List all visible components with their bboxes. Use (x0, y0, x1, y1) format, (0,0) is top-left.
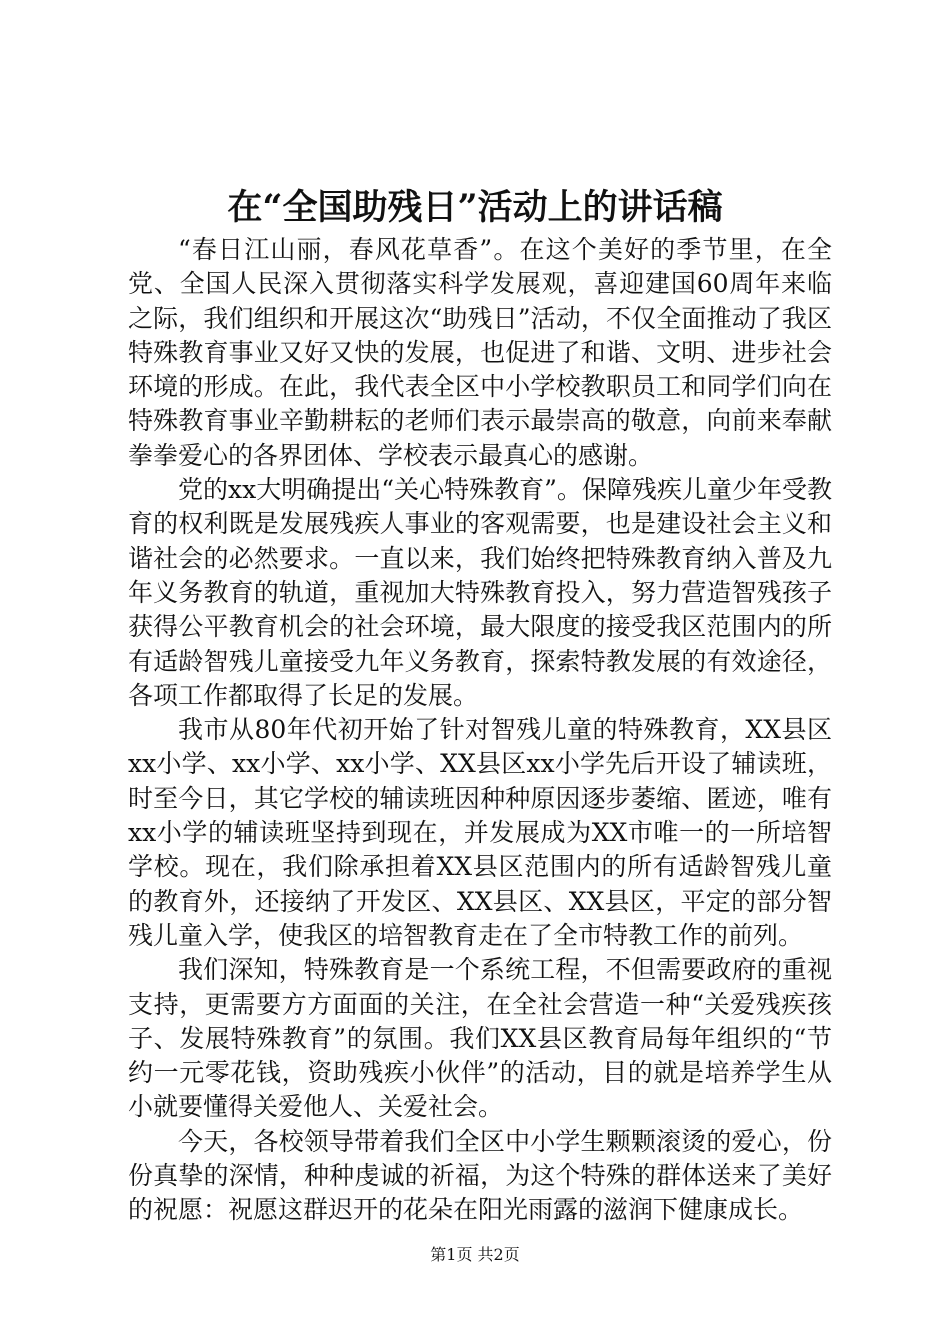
body-paragraph: “春日江山丽，春风花草香”。在这个美好的季节里，在全党、全国人民深入贯彻落实科学发展观，喜迎建国60周年来临之际，我们组织和开展这次“助残日”活动，不仅全面推动了我区特殊教育事业又好又快的发展，也促进了和谐、文明、进步社会环境的形成。在此，我代表全区中小学校教职员工和同学们向在特殊教育事业辛勤耕耘的老师们表示最崇高的敬意，向前来奉献拳拳爱心的各界团体、学校表示最真心的感谢。 (128, 235, 832, 470)
page-number-footer: 第1页 共2页 (430, 1245, 520, 1264)
body-paragraph: 我们深知，特殊教育是一个系统工程，不但需要政府的重视支持，更需要方方面面的关注，在全社会营造一种“关爱残疾孩子、发展特殊教育”的氛围。我们XX县区教育局每年组织的“节约一元零花钱，资助残疾小伙伴”的活动，目的就是培养学生从小就要懂得关爱他人、关爱社会。 (128, 955, 832, 1122)
body-paragraph: 我市从80年代初开始了针对智残儿童的特殊教育，XX县区xx小学、xx小学、xx小学、XX县区xx小学先后开设了辅读班，时至今日，其它学校的辅读班因种种原因逐步萎缩、匿迹，唯有xx小学的辅读班坚持到现在，并发展成为XX市唯一的一所培智学校。现在，我们除承担着XX县区范围内的所有适龄智残儿童的教育外，还接纳了开发区、XX县区、XX县区，平定的部分智残儿童入学，使我区的培智教育走在了全市特教工作的前列。 (128, 715, 832, 950)
body-paragraph: 党的xx大明确提出“关心特殊教育”。保障残疾儿童少年受教育的权利既是发展残疾人事业的客观需要，也是建设社会主义和谐社会的必然要求。一直以来，我们始终把特殊教育纳入普及九年义务教育的轨道，重视加大特殊教育投入，努力营造智残孩子获得公平教育机会的社会环境，最大限度的接受我区范围内的所有适龄智残儿童接受九年义务教育，探索特教发展的有效途径，各项工作都取得了长足的发展。 (128, 475, 832, 710)
document-title: 在“全国助残日”活动上的讲话稿 (227, 187, 723, 228)
document-body (128, 233, 832, 1228)
body-paragraph: 今天，各校领导带着我们全区中小学生颗颗滚烫的爱心，份份真挚的深情，种种虔诚的祈福，为这个特殊的群体送来了美好的祝愿：祝愿这群迟开的花朵在阳光雨露的滋润下健康成长。 (128, 1126, 832, 1225)
